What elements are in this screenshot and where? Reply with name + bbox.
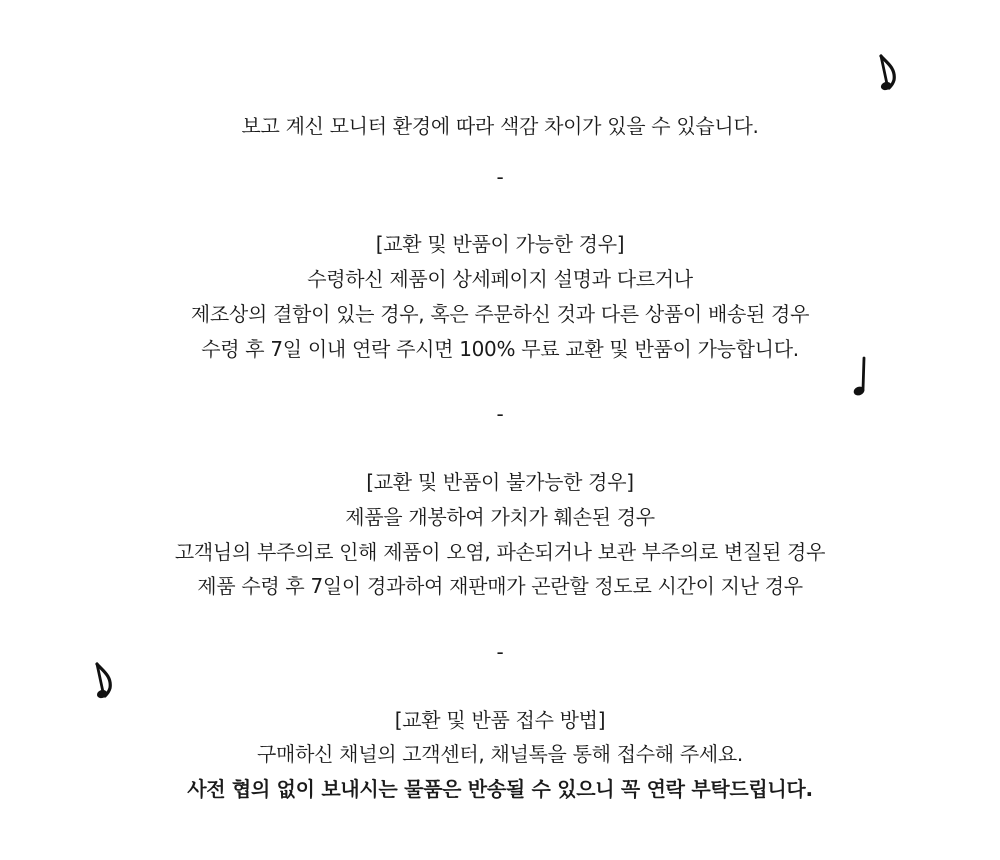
- impossible-line: 제품을 개봉하여 가치가 훼손된 경우: [345, 505, 655, 529]
- impossible-line: 제품 수령 후 7일이 경과하여 재판매가 곤란할 정도로 시간이 지난 경우: [197, 574, 803, 598]
- quarter-note-icon: [850, 356, 870, 398]
- impossible-line: 고객님의 부주의로 인해 제품이 오염, 파손되거나 보관 부주의로 변질된 경우: [174, 540, 826, 564]
- possible-line: 수령하신 제품이 상세페이지 설명과 다르거나: [307, 267, 693, 291]
- color-notice: 보고 계신 모니터 환경에 따라 색감 차이가 있을 수 있습니다.: [241, 114, 759, 138]
- separator: -: [496, 640, 504, 664]
- method-line: 구매하신 채널의 고객센터, 채널톡을 통해 접수해 주세요.: [257, 742, 743, 766]
- warning-text: 사전 협의 없이 보내시는 물품은 반송될 수 있으니 꼭 연락 부탁드립니다.: [187, 777, 813, 801]
- eighth-note-icon: [92, 662, 116, 702]
- separator: -: [496, 165, 504, 189]
- section-heading-method: [교환 및 반품 접수 방법]: [394, 708, 606, 732]
- section-heading-possible: [교환 및 반품이 가능한 경우]: [375, 232, 625, 256]
- section-heading-impossible: [교환 및 반품이 불가능한 경우]: [366, 470, 634, 494]
- possible-line: 제조상의 결함이 있는 경우, 혹은 주문하신 것과 다른 상품이 배송된 경우: [190, 302, 810, 326]
- separator: -: [496, 402, 504, 426]
- possible-line: 수령 후 7일 이내 연락 주시면 100% 무료 교환 및 반품이 가능합니다.: [201, 337, 799, 361]
- eighth-note-icon: [876, 54, 900, 94]
